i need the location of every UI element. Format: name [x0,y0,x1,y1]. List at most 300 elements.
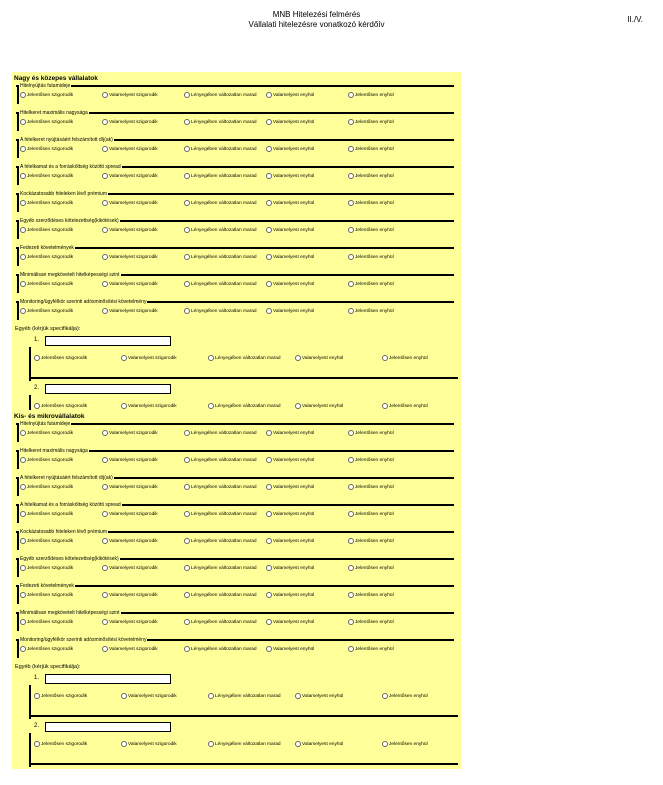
radio-option[interactable] [382,355,469,361]
radio-icon[interactable] [208,403,214,409]
radio-label: Jelentősen enyhül [355,119,394,125]
radio-option[interactable] [20,430,102,436]
radio-label: Valamelyest enyhül [273,565,315,571]
radio-icon[interactable] [266,592,272,598]
radio-option[interactable] [184,484,266,490]
other-entry-row [12,383,461,395]
radio-icon[interactable] [184,484,190,490]
radio-option[interactable] [184,254,266,260]
radio-option[interactable] [266,592,348,598]
radio-icon[interactable] [20,227,26,233]
radio-option[interactable] [20,538,102,544]
other-entry-row [12,673,461,685]
radio-icon[interactable] [348,308,354,314]
option-row [20,119,460,125]
radio-option[interactable] [184,200,266,206]
radio-icon[interactable] [266,619,272,625]
radio-option[interactable] [20,200,102,206]
radio-label: Jelentősen enyhül [389,693,428,699]
option-row [20,484,460,490]
radio-icon[interactable] [102,146,108,152]
radio-option[interactable] [295,741,382,747]
radio-option[interactable] [382,741,469,747]
radio-icon[interactable] [34,355,40,361]
radio-icon[interactable] [184,227,190,233]
radio-option[interactable] [348,484,430,490]
radio-label: Lényegében változatlan marad [191,484,257,490]
radio-icon[interactable] [266,538,272,544]
other-number: 2. [34,723,40,729]
radio-icon[interactable] [382,403,388,409]
radio-option[interactable] [184,92,266,98]
radio-icon[interactable] [20,592,26,598]
question-1 [12,83,461,110]
radio-icon[interactable] [266,484,272,490]
radio-icon[interactable] [102,173,108,179]
radio-icon[interactable] [20,254,26,260]
radio-icon[interactable] [102,119,108,125]
radio-option[interactable] [184,146,266,152]
radio-option[interactable] [348,92,430,98]
radio-option[interactable] [348,119,430,125]
radio-label: Valamelyest szigorodik [109,646,158,652]
radio-option[interactable] [102,619,184,625]
radio-icon[interactable] [348,254,354,260]
radio-icon[interactable] [20,457,26,463]
radio-option[interactable] [184,511,266,517]
radio-icon[interactable] [184,308,190,314]
radio-option[interactable] [348,281,430,287]
radio-option[interactable] [121,741,208,747]
radio-option[interactable] [382,693,469,699]
question-label: Minimálisan megkövetelt hitelképességi szint [20,272,120,278]
radio-label: Valamelyest szigorodik [128,693,177,699]
radio-icon[interactable] [348,200,354,206]
radio-icon[interactable] [184,200,190,206]
question-3 [12,475,461,502]
option-row [20,430,460,436]
radio-option[interactable] [266,254,348,260]
radio-icon[interactable] [102,457,108,463]
radio-label: Lényegében változatlan marad [215,693,281,699]
radio-label: Jelentősen szigorodik [27,119,74,125]
radio-icon[interactable] [20,430,26,436]
radio-option[interactable] [266,146,348,152]
radio-option[interactable] [348,511,430,517]
radio-icon[interactable] [102,308,108,314]
radio-icon[interactable] [20,484,26,490]
radio-icon[interactable] [266,430,272,436]
radio-icon[interactable] [348,511,354,517]
radio-option[interactable] [266,173,348,179]
radio-icon[interactable] [102,430,108,436]
radio-label: Valamelyest enyhül [273,430,315,436]
radio-option[interactable] [20,146,102,152]
radio-label: Valamelyest enyhül [302,355,344,361]
radio-label: Valamelyest enyhül [273,281,315,287]
radio-option[interactable] [34,693,121,699]
radio-icon[interactable] [184,430,190,436]
question-3 [12,137,461,164]
radio-label: Lényegében változatlan marad [191,457,257,463]
radio-option[interactable] [34,403,121,409]
radio-icon[interactable] [184,281,190,287]
radio-icon[interactable] [34,693,40,699]
radio-icon[interactable] [348,538,354,544]
radio-option[interactable] [102,538,184,544]
radio-label: Valamelyest szigorodik [128,403,177,409]
radio-icon[interactable] [34,403,40,409]
radio-option[interactable] [20,119,102,125]
radio-icon[interactable] [266,565,272,571]
radio-option[interactable] [184,619,266,625]
radio-label: Valamelyest enyhül [273,538,315,544]
radio-icon[interactable] [184,592,190,598]
question-label: Monitoring/ügyfélkör szerinti adósminősítési követelmény [20,637,147,643]
radio-option[interactable] [348,430,430,436]
radio-icon[interactable] [102,281,108,287]
radio-icon[interactable] [295,403,301,409]
radio-icon[interactable] [184,173,190,179]
question-bracket [17,587,19,604]
radio-option[interactable] [266,538,348,544]
radio-option[interactable] [208,403,295,409]
radio-icon[interactable] [184,92,190,98]
radio-label: Jelentősen enyhül [355,430,394,436]
radio-label: Lényegében változatlan marad [191,511,257,517]
radio-option[interactable] [102,227,184,233]
radio-icon[interactable] [121,693,127,699]
radio-icon[interactable] [184,457,190,463]
radio-icon[interactable] [102,538,108,544]
radio-option[interactable] [20,511,102,517]
radio-icon[interactable] [348,646,354,652]
question-label: Minimálisan megkövetelt hitelképességi szint [20,610,120,616]
radio-option[interactable] [348,565,430,571]
radio-option[interactable] [208,355,295,361]
radio-option[interactable] [121,403,208,409]
radio-option[interactable] [295,693,382,699]
radio-option[interactable] [266,227,348,233]
radio-label: Jelentősen enyhül [355,308,394,314]
radio-option[interactable] [20,646,102,652]
radio-option[interactable] [348,200,430,206]
radio-label: Jelentősen enyhül [355,484,394,490]
radio-icon[interactable] [208,355,214,361]
radio-option[interactable] [348,646,430,652]
radio-option[interactable] [102,430,184,436]
radio-label: Valamelyest enyhül [273,227,315,233]
radio-icon[interactable] [102,511,108,517]
radio-option[interactable] [121,355,208,361]
question-label: Egyéb szerződéses kötelezettség(kikötések) [20,218,119,224]
radio-option[interactable] [348,457,430,463]
radio-icon[interactable] [266,646,272,652]
radio-label: Jelentősen enyhül [355,619,394,625]
radio-icon[interactable] [20,308,26,314]
radio-icon[interactable] [20,146,26,152]
radio-icon[interactable] [208,741,214,747]
question-label: Hitelnyújtás futamideje [20,83,71,89]
radio-option[interactable] [102,92,184,98]
radio-label: Jelentősen enyhül [389,741,428,747]
radio-option[interactable] [348,146,430,152]
other-text-input[interactable] [45,674,171,684]
question-5 [12,529,461,556]
radio-option[interactable] [348,619,430,625]
radio-label: Jelentősen szigorodik [41,403,88,409]
other-text-input[interactable] [45,722,171,732]
radio-option[interactable] [295,355,382,361]
question-label: Fedezeti követelmények [20,245,74,251]
radio-icon[interactable] [266,281,272,287]
radio-label: Valamelyest szigorodik [109,565,158,571]
radio-icon[interactable] [348,430,354,436]
radio-icon[interactable] [266,173,272,179]
radio-icon[interactable] [102,592,108,598]
radio-icon[interactable] [295,741,301,747]
radio-label: Jelentősen szigorodik [27,173,74,179]
radio-option[interactable] [20,254,102,260]
radio-icon[interactable] [348,227,354,233]
radio-option[interactable] [184,281,266,287]
radio-icon[interactable] [382,741,388,747]
radio-option[interactable] [266,281,348,287]
radio-icon[interactable] [20,92,26,98]
radio-icon[interactable] [20,565,26,571]
radio-option[interactable] [102,308,184,314]
radio-option[interactable] [102,646,184,652]
radio-label: Valamelyest enyhül [273,254,315,260]
radio-option[interactable] [102,511,184,517]
other-text-input[interactable] [45,336,171,346]
radio-icon[interactable] [266,227,272,233]
radio-option[interactable] [266,119,348,125]
radio-option[interactable] [184,119,266,125]
radio-option[interactable] [184,457,266,463]
question-9 [12,637,461,664]
radio-option[interactable] [266,308,348,314]
radio-option[interactable] [184,592,266,598]
radio-option[interactable] [121,693,208,699]
radio-icon[interactable] [184,538,190,544]
radio-option[interactable] [184,308,266,314]
radio-option[interactable] [102,200,184,206]
radio-label: Jelentősen enyhül [355,646,394,652]
radio-icon[interactable] [20,173,26,179]
question-label: Monitoring/ügyfélkör szerinti adósminősítési követelmény [20,299,147,305]
radio-label: Jelentősen szigorodik [27,457,74,463]
radio-icon[interactable] [20,511,26,517]
radio-label: Lényegében változatlan marad [191,308,257,314]
radio-option[interactable] [184,430,266,436]
radio-option[interactable] [348,538,430,544]
radio-option[interactable] [348,308,430,314]
radio-icon[interactable] [348,565,354,571]
radio-icon[interactable] [348,457,354,463]
radio-icon[interactable] [266,308,272,314]
radio-option[interactable] [102,565,184,571]
radio-icon[interactable] [295,355,301,361]
radio-icon[interactable] [20,200,26,206]
radio-icon[interactable] [348,592,354,598]
radio-option[interactable] [184,538,266,544]
radio-option[interactable] [348,254,430,260]
radio-option[interactable] [295,403,382,409]
radio-option[interactable] [20,308,102,314]
radio-option[interactable] [20,281,102,287]
radio-option[interactable] [184,227,266,233]
radio-option[interactable] [102,281,184,287]
radio-icon[interactable] [348,281,354,287]
radio-option[interactable] [20,457,102,463]
radio-option[interactable] [184,646,266,652]
radio-option[interactable] [102,119,184,125]
radio-option[interactable] [266,200,348,206]
page-code: II./V. [627,15,643,24]
radio-option[interactable] [20,565,102,571]
radio-icon[interactable] [266,511,272,517]
radio-label: Jelentősen szigorodik [41,693,88,699]
radio-option[interactable] [20,227,102,233]
radio-option[interactable] [266,646,348,652]
radio-icon[interactable] [184,619,190,625]
radio-option[interactable] [266,511,348,517]
question-6 [12,556,461,583]
radio-icon[interactable] [20,281,26,287]
radio-option[interactable] [102,146,184,152]
radio-icon[interactable] [348,484,354,490]
radio-option[interactable] [20,92,102,98]
radio-label: Lényegében változatlan marad [191,146,257,152]
radio-icon[interactable] [348,119,354,125]
radio-option[interactable] [382,403,469,409]
radio-label: Valamelyest szigorodik [109,511,158,517]
radio-icon[interactable] [102,484,108,490]
other-bracket [29,347,31,381]
radio-label: Jelentősen szigorodik [27,254,74,260]
radio-icon[interactable] [102,619,108,625]
radio-label: Jelentősen szigorodik [27,430,74,436]
radio-icon[interactable] [184,511,190,517]
radio-icon[interactable] [20,619,26,625]
radio-label: Valamelyest enyhül [302,403,344,409]
radio-icon[interactable] [184,254,190,260]
radio-option[interactable] [20,173,102,179]
radio-label: Jelentősen enyhül [355,254,394,260]
other-entry-row [12,335,461,347]
radio-icon[interactable] [348,92,354,98]
option-row [20,227,460,233]
radio-icon[interactable] [20,646,26,652]
radio-option[interactable] [102,254,184,260]
option-row [20,92,460,98]
radio-label: Valamelyest enyhül [273,646,315,652]
radio-icon[interactable] [382,693,388,699]
other-label: Egyéb (kérjük specifikálja): [15,664,81,670]
radio-icon[interactable] [184,146,190,152]
other-text-input[interactable] [45,384,171,394]
radio-icon[interactable] [102,227,108,233]
radio-option[interactable] [208,693,295,699]
radio-icon[interactable] [348,619,354,625]
question-bracket [17,452,19,469]
radio-label: Valamelyest enyhül [273,457,315,463]
radio-option[interactable] [266,92,348,98]
radio-label: Valamelyest szigorodik [109,484,158,490]
radio-icon[interactable] [121,355,127,361]
radio-icon[interactable] [20,538,26,544]
radio-label: Valamelyest szigorodik [109,254,158,260]
radio-option[interactable] [266,484,348,490]
radio-label: Lényegében változatlan marad [191,538,257,544]
question-bracket [17,87,19,104]
radio-option[interactable] [348,592,430,598]
radio-option[interactable] [208,741,295,747]
radio-icon[interactable] [102,254,108,260]
radio-icon[interactable] [348,173,354,179]
radio-icon[interactable] [184,646,190,652]
radio-icon[interactable] [121,403,127,409]
radio-icon[interactable] [184,119,190,125]
radio-icon[interactable] [348,146,354,152]
radio-label: Jelentősen szigorodik [27,281,74,287]
radio-option[interactable] [34,741,121,747]
radio-label: Valamelyest szigorodik [109,308,158,314]
radio-label: Valamelyest enyhül [273,146,315,152]
radio-option[interactable] [20,619,102,625]
option-row [20,254,460,260]
radio-option[interactable] [266,430,348,436]
radio-option[interactable] [20,484,102,490]
radio-icon[interactable] [266,254,272,260]
radio-option[interactable] [184,565,266,571]
option-row [34,355,474,361]
radio-option[interactable] [20,592,102,598]
radio-icon[interactable] [20,119,26,125]
radio-icon[interactable] [382,355,388,361]
radio-icon[interactable] [295,693,301,699]
radio-option[interactable] [102,592,184,598]
radio-option[interactable] [34,355,121,361]
radio-option[interactable] [102,484,184,490]
radio-icon[interactable] [34,741,40,747]
radio-option[interactable] [184,173,266,179]
radio-option[interactable] [102,457,184,463]
radio-icon[interactable] [266,146,272,152]
radio-option[interactable] [348,227,430,233]
form-header [0,10,663,30]
radio-option[interactable] [266,457,348,463]
radio-option[interactable] [102,173,184,179]
radio-icon[interactable] [266,119,272,125]
radio-icon[interactable] [184,565,190,571]
radio-option[interactable] [266,565,348,571]
radio-icon[interactable] [266,457,272,463]
radio-option[interactable] [348,173,430,179]
radio-icon[interactable] [121,741,127,747]
radio-option[interactable] [266,619,348,625]
radio-label: Jelentősen szigorodik [27,146,74,152]
radio-icon[interactable] [208,693,214,699]
radio-icon[interactable] [266,200,272,206]
radio-icon[interactable] [102,200,108,206]
radio-icon[interactable] [102,92,108,98]
radio-icon[interactable] [102,646,108,652]
radio-icon[interactable] [102,565,108,571]
radio-icon[interactable] [266,92,272,98]
radio-label: Valamelyest enyhül [273,592,315,598]
